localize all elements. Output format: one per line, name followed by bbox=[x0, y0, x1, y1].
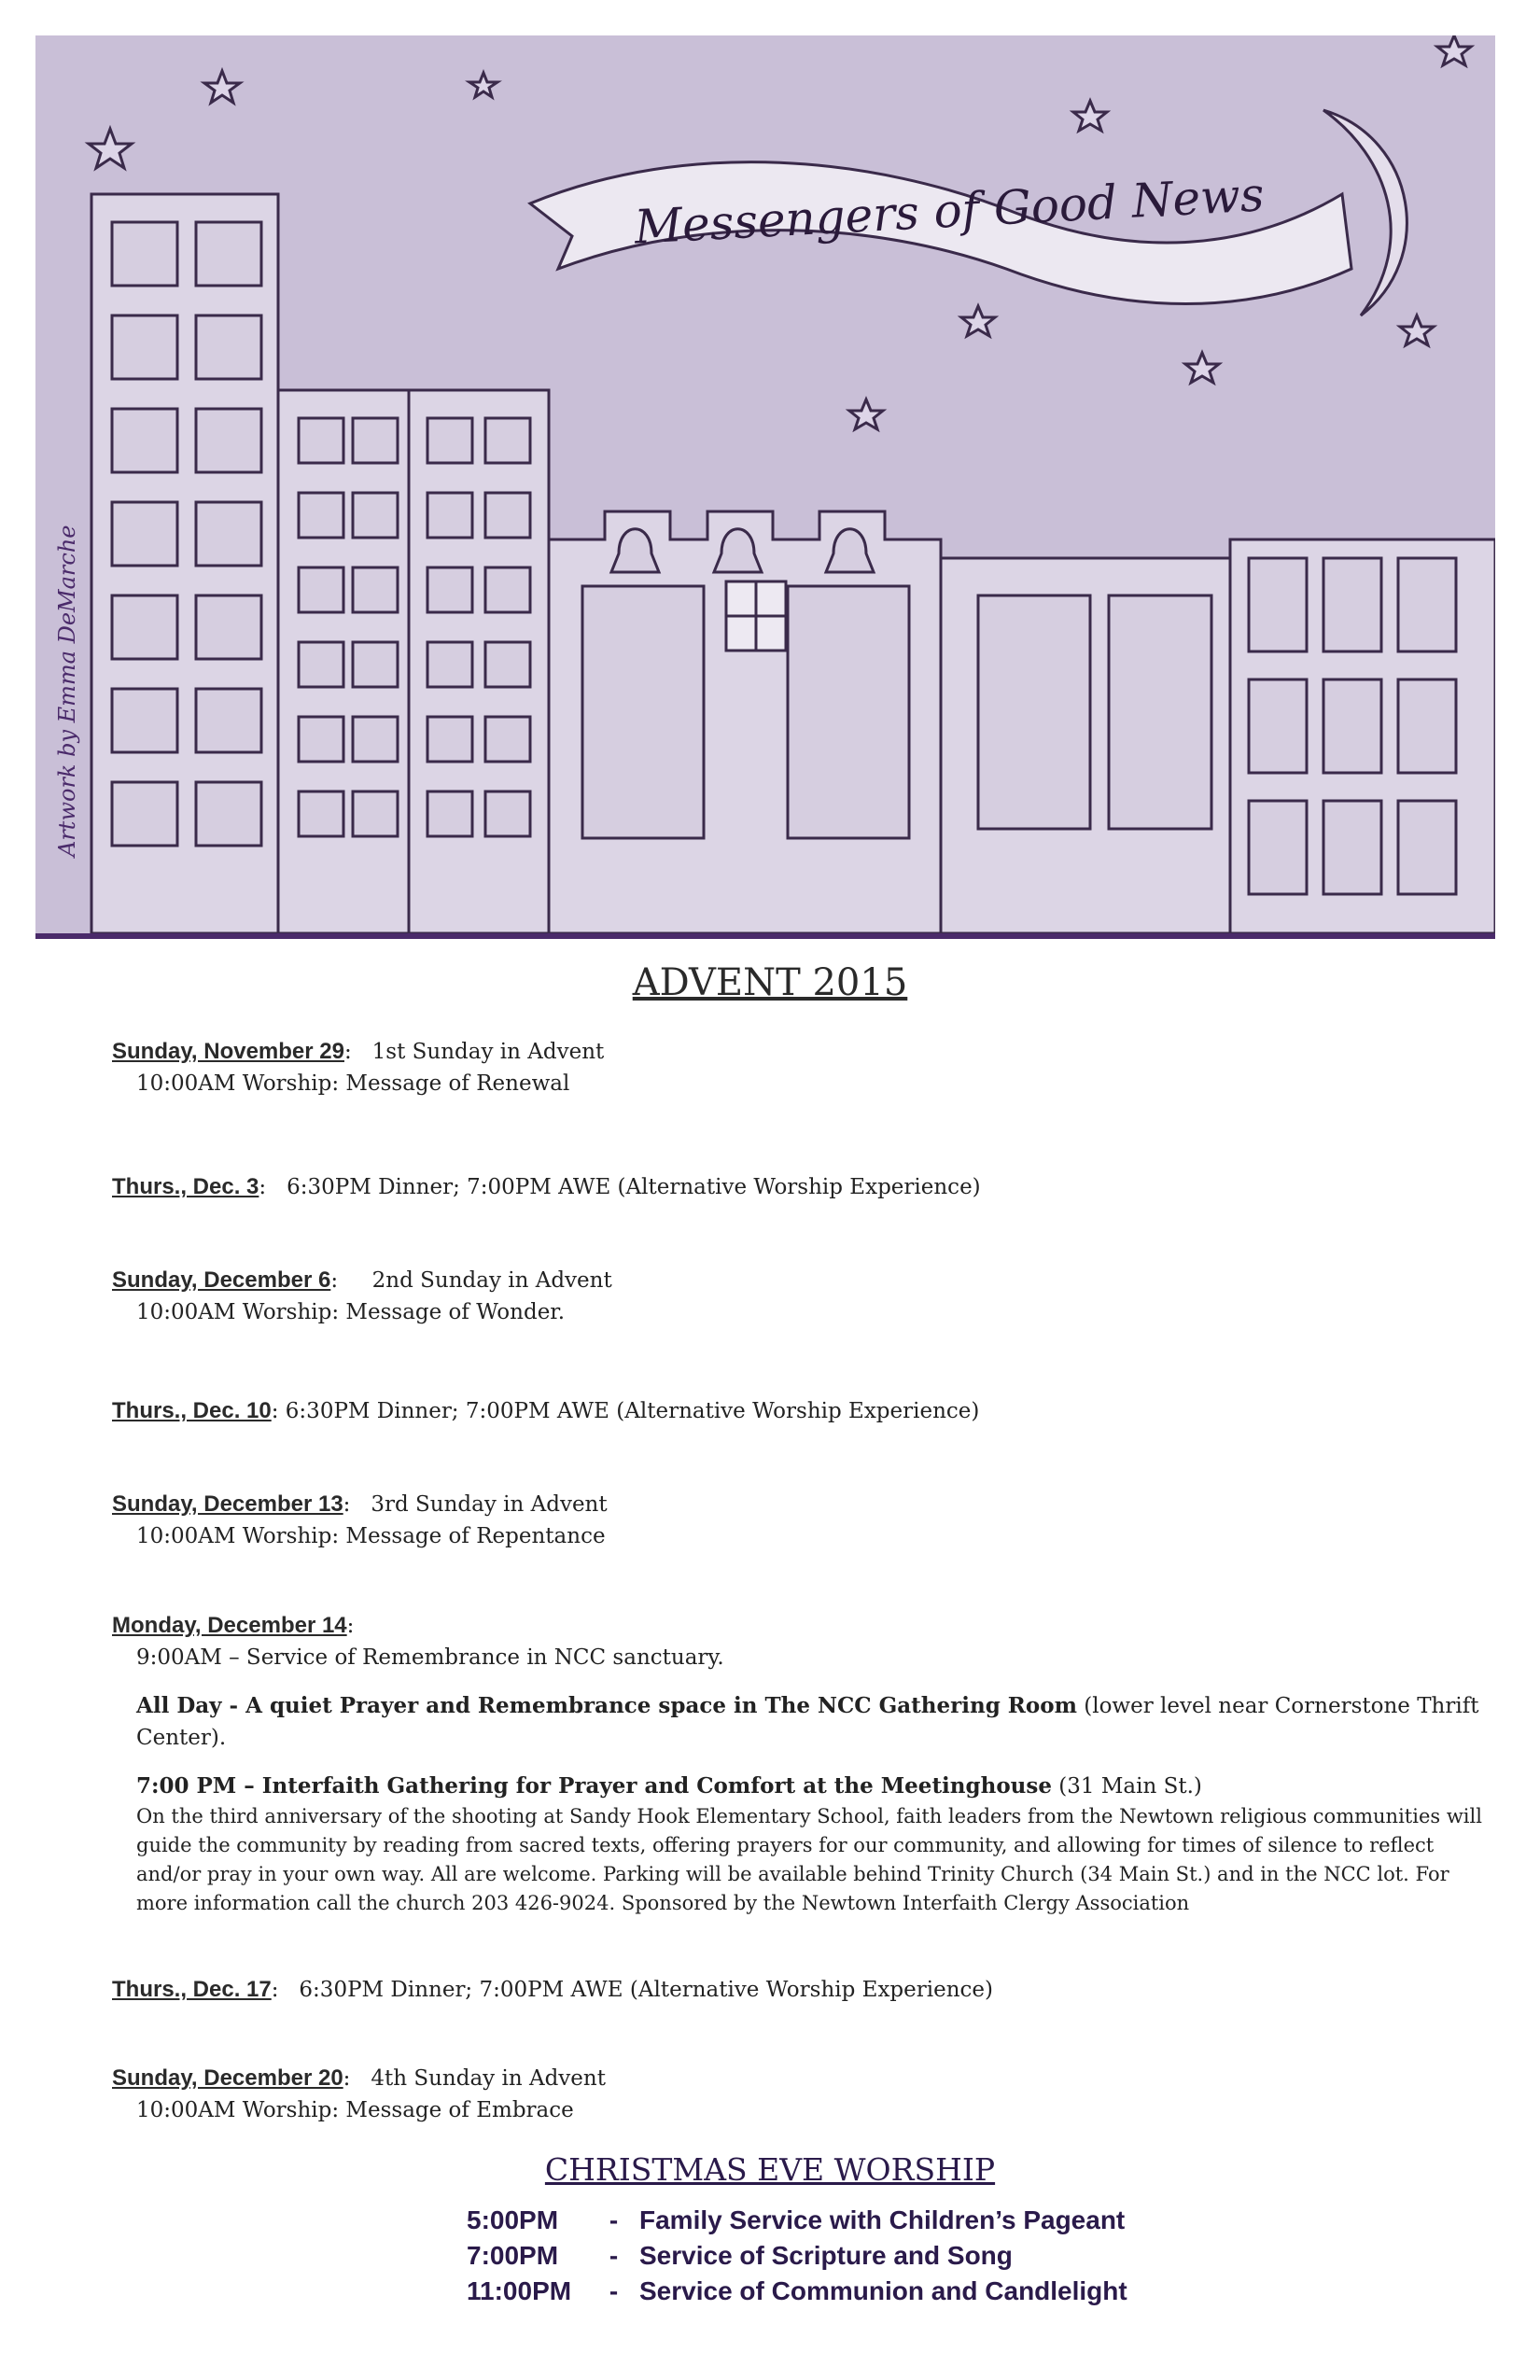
entry-worship: 10:00AM Worship: Message of Repentance bbox=[136, 1524, 606, 1548]
entry-detail: 1st Sunday in Advent bbox=[371, 1040, 605, 1064]
entry-date: Monday, December 14 bbox=[112, 1613, 347, 1638]
entry-date: Thurs., Dec. 10 bbox=[112, 1398, 272, 1423]
monday-service: 9:00AM – Service of Remembrance in NCC sanctuary. bbox=[136, 1645, 724, 1670]
service-name: Family Service with Children’s Pageant bbox=[639, 2205, 1126, 2234]
entry-worship: 10:00AM Worship: Message of Renewal bbox=[136, 1071, 570, 1096]
entry-date: Sunday, December 13 bbox=[112, 1491, 343, 1517]
entry-date: Sunday, November 29 bbox=[112, 1039, 344, 1064]
banner-text: Messengers of Good News bbox=[633, 167, 1266, 255]
service-name: Service of Communion and Candlelight bbox=[639, 2276, 1127, 2305]
christmas-eve-title: CHRISTMAS EVE WORSHIP bbox=[544, 2151, 996, 2188]
service-time: 7:00PM bbox=[467, 2241, 559, 2270]
schedule-entry: Thurs., Dec. 10: 6:30PM Dinner; 7:00PM AWE (Alternative Worship Experience) bbox=[112, 1398, 980, 1423]
entry-detail: 3rd Sunday in Advent bbox=[371, 1492, 608, 1517]
entry-date: Sunday, December 20 bbox=[112, 2065, 343, 2091]
monday-allday: All Day - A quiet Prayer and Remembrance space in The NCC Gathering Room (lower level near Cornerstone Thrift Center). bbox=[136, 1693, 1479, 1750]
service-row: 7:00PM - Service of Scripture and Song bbox=[467, 2238, 1307, 2274]
service-time: 5:00PM bbox=[467, 2205, 559, 2234]
service-name: Service of Scripture and Song bbox=[639, 2241, 1013, 2270]
schedule-entry: Sunday, December 13: 3rd Sunday in Advent 10:00AM Worship: Message of Repentance bbox=[112, 1489, 1484, 1552]
christmas-eve-services bbox=[467, 2203, 1307, 2309]
header-artwork bbox=[35, 35, 1495, 939]
page-title: ADVENT 2015 bbox=[632, 961, 908, 1004]
schedule-entry: Sunday, November 29: 1st Sunday in Advent 10:00AM Worship: Message of Renewal bbox=[112, 1036, 1484, 1099]
monday-paragraph: On the third anniversary of the shooting at Sandy Hook Elementary School, faith leaders from the Newtown religious communities will guide the community by reading from sacred texts, offering prayers for our community, and allowing for times of silence to reflect and/or pray in your own way. All are welcome. Parking will be available behind Trinity Church (34 Main St.) and in the NCC lot. For more information call the church 203 426-9024. Sponsored by the Newtown Interfaith Clergy Association bbox=[136, 1805, 1482, 1914]
entry-worship: 10:00AM Worship: Message of Embrace bbox=[136, 2098, 574, 2122]
entry-date: Thurs., Dec. 3 bbox=[112, 1174, 259, 1199]
service-row: 5:00PM - Family Service with Children’s Pageant bbox=[467, 2203, 1307, 2238]
entry-detail: 4th Sunday in Advent bbox=[371, 2066, 606, 2091]
service-time: 11:00PM bbox=[467, 2276, 572, 2305]
entry-worship: 10:00AM Worship: Message of Wonder. bbox=[136, 1300, 566, 1324]
service-row: 11:00PM - Service of Communion and Candlelight bbox=[467, 2274, 1307, 2309]
schedule-entry: Sunday, December 6: 2nd Sunday in Advent 10:00AM Worship: Message of Wonder. bbox=[112, 1265, 1484, 1328]
entry-date: Sunday, December 6 bbox=[112, 1267, 331, 1293]
schedule-entry: Thurs., Dec. 17: 6:30PM Dinner; 7:00PM AWE (Alternative Worship Experience) bbox=[112, 1977, 993, 2002]
schedule-entry-monday: Monday, December 14: 9:00AM – Service of Remembrance in NCC sanctuary. All Day - A quiet Prayer and Remembrance space in The NCC Gathering Room (lower level near Cornerstone Thrift Center). 7:00 PM – Interfaith Gathering for Prayer and Comfort at the Meetinghouse (31 Main St.) On the third anniversary of the shooting at Sandy Hook Elementary School, faith leaders from the Newtown religious communities will guide the community by reading from sacred texts, offering prayers for our community, and allowing for times of silence to reflect and/or pray in your own way. All are welcome. Parking will be available behind Trinity Church (34 Main St.) and in the NCC lot. For more information call the church 203 426-9024. Sponsored by the Newtown Interfaith Clergy Association bbox=[112, 1610, 1484, 1918]
city-illustration bbox=[35, 35, 1495, 933]
schedule-entry: Thurs., Dec. 3: 6:30PM Dinner; 7:00PM AWE (Alternative Worship Experience) bbox=[112, 1174, 981, 1199]
monday-interfaith: 7:00 PM – Interfaith Gathering for Prayer and Comfort at the Meetinghouse (31 Main St.) bbox=[136, 1773, 1202, 1799]
entry-date: Thurs., Dec. 17 bbox=[112, 1977, 272, 2002]
schedule-entry: Sunday, December 20: 4th Sunday in Advent 10:00AM Worship: Message of Embrace bbox=[112, 2063, 1484, 2126]
entry-detail: 6:30PM Dinner; 7:00PM AWE (Alternative Worship Experience) bbox=[285, 1399, 980, 1423]
entry-detail: 6:30PM Dinner; 7:00PM AWE (Alternative Worship Experience) bbox=[287, 1175, 981, 1199]
artwork-credit: Artwork by Emma DeMarche bbox=[54, 525, 80, 857]
entry-detail: 6:30PM Dinner; 7:00PM AWE (Alternative Worship Experience) bbox=[299, 1978, 993, 2002]
entry-detail: 2nd Sunday in Advent bbox=[371, 1268, 612, 1293]
